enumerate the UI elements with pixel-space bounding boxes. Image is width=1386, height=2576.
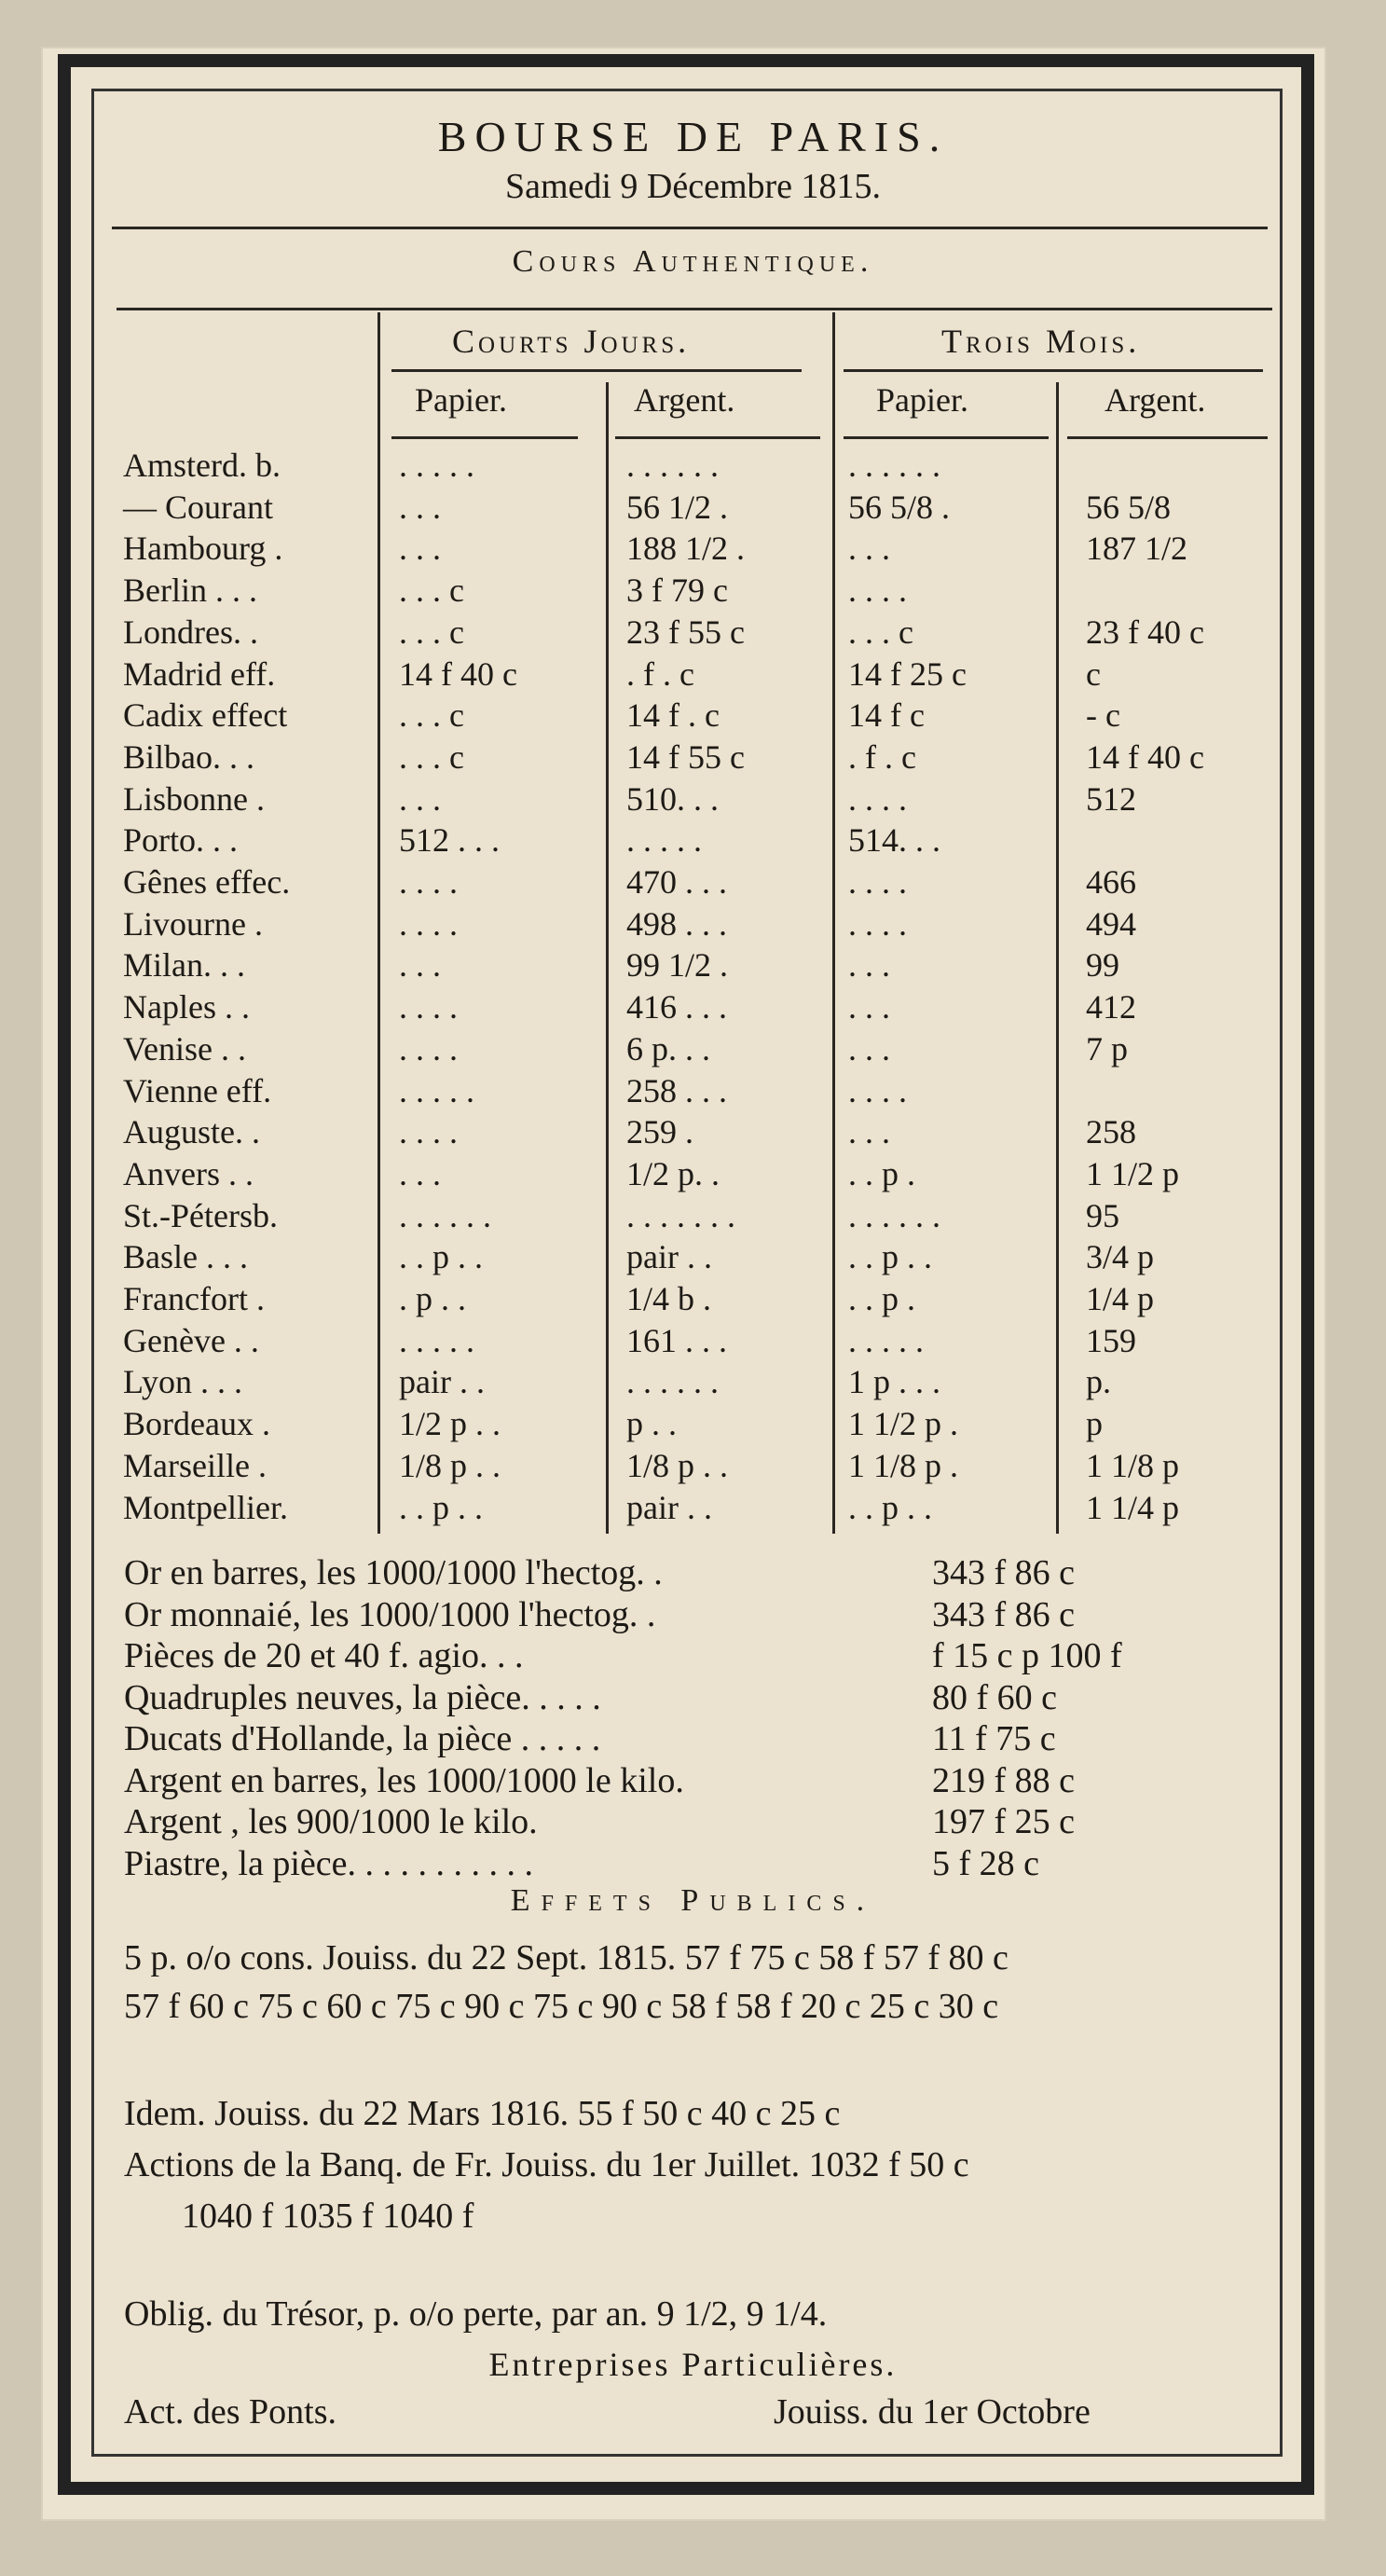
cell-tm-papier: . . . . <box>848 779 907 818</box>
cell-cj-argent: p . . <box>626 1405 677 1443</box>
header-tm-argent: Argent. <box>1105 381 1206 419</box>
cell-cj-argent: 14 f . c <box>626 696 720 735</box>
metal-label: Pièces de 20 et 40 f. agio. . . <box>124 1636 524 1675</box>
group-trois-mois: Trois Mois. <box>941 323 1141 360</box>
cell-cj-papier: . . . c <box>399 737 464 776</box>
cell-cj-papier: . . . c <box>399 613 464 651</box>
metal-label: Argent en barres, les 1000/1000 le kilo. <box>124 1760 684 1800</box>
metal-value: 197 f 25 c <box>932 1802 1076 1841</box>
cell-tm-argent: c <box>1086 654 1101 693</box>
metal-label: Or en barres, les 1000/1000 l'hectog. . <box>124 1553 663 1592</box>
cell-cj-argent: 3 f 79 c <box>626 572 728 610</box>
cell-tm-argent: 1 1/4 p <box>1086 1488 1180 1526</box>
cell-cj-papier: 1/8 p . . <box>399 1446 501 1484</box>
cell-cj-papier: . . . <box>399 779 441 818</box>
cell-cj-argent: 1/8 p . . <box>626 1446 729 1484</box>
cell-tm-argent: 3/4 p <box>1086 1238 1155 1276</box>
cell-cj-argent: 510. . . <box>626 779 719 818</box>
row-place: Bilbao. . . <box>123 737 254 776</box>
cell-tm-papier: . f . c <box>848 737 916 776</box>
cell-cj-papier: . . . . <box>399 863 458 901</box>
effets-line: Oblig. du Trésor, p. o/o perte, par an. 9 1/2, 9 1/4. <box>124 2294 828 2334</box>
cell-tm-argent: 512 <box>1086 779 1136 818</box>
cell-tm-papier: 14 f c <box>848 696 925 735</box>
cell-tm-papier: . . . . <box>848 863 907 901</box>
section-title-cours: Cours Authentique. <box>512 244 874 279</box>
cell-tm-argent: p. <box>1086 1363 1111 1401</box>
row-place: Amsterd. b. <box>123 447 281 484</box>
cell-tm-argent: 412 <box>1086 988 1136 1026</box>
metal-value: 343 f 86 c <box>932 1594 1076 1634</box>
cell-cj-argent: pair . . <box>626 1238 712 1276</box>
row-place: St.-Pétersb. <box>123 1196 278 1234</box>
cell-cj-argent: 6 p. . . <box>626 1029 710 1068</box>
divider <box>112 227 1268 229</box>
cell-tm-papier: . . p . . <box>848 1238 932 1276</box>
cell-tm-argent: 466 <box>1086 863 1136 901</box>
column-rule <box>832 312 835 1534</box>
row-place: Genève . . <box>123 1321 259 1359</box>
row-place: Montpellier. <box>123 1488 288 1526</box>
footer-left: Act. des Ponts. <box>124 2392 336 2431</box>
divider <box>844 369 1263 372</box>
cell-cj-argent: 416 . . . <box>626 988 727 1026</box>
column-rule <box>1056 382 1059 1534</box>
cell-tm-papier: . . . c <box>848 613 913 651</box>
cell-tm-papier: . . . . <box>848 1071 907 1109</box>
divider <box>615 436 820 439</box>
effets-line: Actions de la Banq. de Fr. Jouiss. du 1er Juillet. 1032 f 50 c <box>124 2145 969 2184</box>
cell-tm-argent: 23 f 40 c <box>1086 613 1204 651</box>
cell-cj-argent: 258 . . . <box>626 1071 727 1109</box>
header-cj-papier: Papier. <box>415 381 507 419</box>
cell-tm-argent: p <box>1086 1405 1103 1443</box>
cell-cj-papier: pair . . <box>399 1363 485 1401</box>
cell-cj-papier: . . . c <box>399 572 464 610</box>
metal-label: Ducats d'Hollande, la pièce . . . . . <box>124 1719 601 1758</box>
cell-cj-argent: 161 . . . <box>626 1321 727 1359</box>
cell-tm-papier: . . . . . <box>848 1321 924 1359</box>
row-place: Francfort . <box>123 1280 265 1317</box>
cell-tm-argent: 99 <box>1086 946 1119 985</box>
cell-tm-papier: . . . . <box>848 904 907 943</box>
row-place: Livourne . <box>123 904 263 943</box>
cell-cj-papier: . . . <box>399 946 441 985</box>
cell-tm-papier: . . . <box>848 988 890 1026</box>
cell-cj-argent: . . . . . <box>626 821 702 860</box>
cell-cj-argent: 56 1/2 . <box>626 488 729 526</box>
cell-tm-papier: 1 p . . . <box>848 1363 940 1401</box>
row-place: Londres. . <box>123 613 258 651</box>
cell-cj-argent: . f . c <box>626 654 694 693</box>
divider <box>117 308 1272 310</box>
cell-tm-papier: . . . . . . <box>848 1196 940 1234</box>
cell-tm-argent: 14 f 40 c <box>1086 737 1204 776</box>
cell-cj-papier: . . . . <box>399 1029 458 1068</box>
cell-cj-argent: 23 f 55 c <box>626 613 745 651</box>
cell-tm-argent: - c <box>1086 696 1120 735</box>
metal-label: Argent , les 900/1000 le kilo. <box>124 1802 538 1841</box>
row-place: Lisbonne . <box>123 779 265 818</box>
cell-tm-papier: . . p . . <box>848 1488 932 1526</box>
cell-tm-papier: 14 f 25 c <box>848 654 967 693</box>
cell-tm-papier: . . . <box>848 946 890 985</box>
cell-cj-papier: . . . . . . <box>399 1196 491 1234</box>
row-place: Naples . . <box>123 988 250 1026</box>
cell-tm-papier: . . p . <box>848 1154 915 1192</box>
row-place: Porto. . . <box>123 821 239 860</box>
cell-cj-papier: . p . . <box>399 1280 466 1317</box>
metal-label: Piastre, la pièce. . . . . . . . . . . <box>124 1843 534 1883</box>
cell-tm-argent: 56 5/8 <box>1086 488 1172 526</box>
cell-cj-papier: 1/2 p . . <box>399 1405 501 1443</box>
row-place: Lyon . . . <box>123 1363 243 1401</box>
cell-tm-argent: 1 1/2 p <box>1086 1154 1180 1192</box>
cell-cj-papier: . . . . <box>399 1113 458 1151</box>
cell-tm-papier: . . . <box>848 530 890 568</box>
metal-value: 11 f 75 c <box>932 1719 1056 1758</box>
cell-tm-argent: 494 <box>1086 904 1136 943</box>
cell-cj-argent: pair . . <box>626 1488 712 1526</box>
cell-cj-argent: 470 . . . <box>626 863 727 901</box>
cell-cj-papier: . . . <box>399 488 441 526</box>
section-title-entreprises: Entreprises Particulières. <box>488 2346 898 2383</box>
cell-cj-papier: 14 f 40 c <box>399 654 517 693</box>
cell-cj-argent: 1/4 b . <box>626 1280 712 1317</box>
cell-cj-argent: 498 . . . <box>626 904 727 943</box>
cell-tm-argent: 258 <box>1086 1113 1136 1151</box>
metal-value: 80 f 60 c <box>932 1677 1058 1717</box>
cell-tm-argent: 159 <box>1086 1321 1136 1359</box>
metal-label: Or monnaié, les 1000/1000 l'hectog. . <box>124 1594 656 1634</box>
cell-tm-papier: . . . <box>848 1029 890 1068</box>
page-date: Samedi 9 Décembre 1815. <box>504 167 882 206</box>
cell-cj-papier: . . . <box>399 1154 441 1192</box>
cell-tm-papier: 514. . . <box>848 821 940 860</box>
cell-cj-papier: . . . . . <box>399 1321 474 1359</box>
row-place: Anvers . . <box>123 1154 254 1192</box>
cell-cj-argent: 99 1/2 . <box>626 946 729 985</box>
divider <box>844 436 1049 439</box>
row-place: — Courant <box>123 488 273 526</box>
cell-cj-argent: 259 . <box>626 1113 693 1151</box>
group-courts-jours: Courts Jours. <box>452 323 691 360</box>
cell-cj-argent: . . . . . . <box>626 1363 719 1401</box>
effets-line: 57 f 60 c 75 c 60 c 75 c 90 c 75 c 90 c 58 f 58 f 20 c 25 c 30 c <box>124 1987 999 2026</box>
section-title-effets: Effets Publics. <box>510 1883 876 1918</box>
metal-value: f 15 c p 100 f <box>932 1636 1122 1675</box>
cell-cj-papier: . . . c <box>399 696 464 735</box>
footer-right: Jouiss. du 1er Octobre <box>774 2392 1091 2431</box>
effets-line: 5 p. o/o cons. Jouiss. du 22 Sept. 1815. 57 f 75 c 58 f 57 f 80 c <box>124 1938 1009 1977</box>
row-place: Marseille . <box>123 1446 267 1484</box>
row-place: Madrid eff. <box>123 654 276 693</box>
cell-cj-papier: . . . <box>399 530 441 568</box>
divider <box>391 369 802 372</box>
cell-tm-papier: 1 1/2 p . <box>848 1405 959 1443</box>
cell-tm-papier: 1 1/8 p . <box>848 1446 959 1484</box>
cell-cj-argent: . . . . . . <box>626 447 719 484</box>
metal-value: 5 f 28 c <box>932 1843 1040 1883</box>
cell-tm-papier: . . . . <box>848 572 907 610</box>
cell-tm-argent: 1/4 p <box>1086 1280 1155 1317</box>
row-place: Hambourg . <box>123 530 283 568</box>
cell-tm-argent: 7 p <box>1086 1029 1128 1068</box>
cell-cj-papier: . . . . . <box>399 447 474 484</box>
metal-label: Quadruples neuves, la pièce. . . . . <box>124 1677 601 1717</box>
divider <box>1067 436 1268 439</box>
cell-tm-papier: . . p . <box>848 1280 915 1317</box>
cell-tm-papier: . . . <box>848 1113 890 1151</box>
row-place: Bordeaux . <box>123 1405 270 1443</box>
cell-tm-argent: 1 1/8 p <box>1086 1446 1180 1484</box>
effets-line: 1040 f 1035 f 1040 f <box>182 2197 474 2236</box>
metal-value: 219 f 88 c <box>932 1760 1076 1800</box>
effets-line: Idem. Jouiss. du 22 Mars 1816. 55 f 50 c 40 c 25 c <box>124 2094 841 2133</box>
cell-cj-papier: . . . . <box>399 988 458 1026</box>
cell-cj-papier: 512 . . . <box>399 821 500 860</box>
header-tm-papier: Papier. <box>876 381 968 419</box>
cell-cj-papier: . . p . . <box>399 1488 483 1526</box>
header-cj-argent: Argent. <box>634 381 735 419</box>
row-place: Basle . . . <box>123 1238 248 1276</box>
row-place: Venise . . <box>123 1029 246 1068</box>
row-place: Berlin . . . <box>123 572 257 610</box>
cell-cj-argent: . . . . . . . <box>626 1196 735 1234</box>
page-title: BOURSE DE PARIS. <box>437 113 949 160</box>
row-place: Auguste. . <box>123 1113 260 1151</box>
metal-value: 343 f 86 c <box>932 1553 1076 1592</box>
cell-cj-papier: . . p . . <box>399 1238 483 1276</box>
cell-tm-argent: 95 <box>1086 1196 1119 1234</box>
column-rule <box>606 382 609 1534</box>
row-place: Milan. . . <box>123 946 245 985</box>
cell-cj-papier: . . . . <box>399 904 458 943</box>
cell-cj-argent: 14 f 55 c <box>626 737 745 776</box>
column-rule <box>377 312 380 1534</box>
divider <box>391 436 578 439</box>
cell-cj-argent: 188 1/2 . <box>626 530 746 568</box>
cell-tm-papier: 56 5/8 . <box>848 488 951 526</box>
row-place: Cadix effect <box>123 696 288 735</box>
cell-cj-papier: . . . . . <box>399 1071 474 1109</box>
cell-cj-argent: 1/2 p. . <box>626 1154 720 1192</box>
row-place: Vienne eff. <box>123 1071 272 1109</box>
cell-tm-papier: . . . . . . <box>848 447 940 484</box>
row-place: Gênes effec. <box>123 863 291 901</box>
cell-tm-argent: 187 1/2 <box>1086 530 1188 568</box>
